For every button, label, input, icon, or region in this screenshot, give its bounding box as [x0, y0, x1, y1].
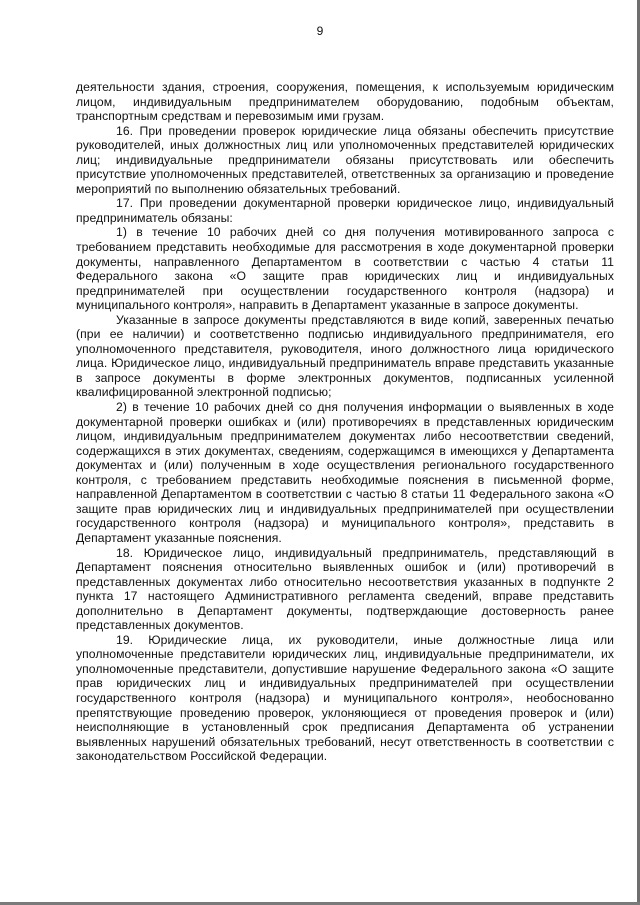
paragraph-16: 16. При проведении проверок юридические лица обязаны обеспечить присутствие руководителей, иных должностных лиц или уполномоченных представителей юридических лиц; индивидуальные предприниматели обязаны присутствовать или обеспечить присутствие уполномоченных представителей, ответственных за организацию и проведение мероприятий по выполнению обязательных требований. — [76, 123, 614, 196]
paragraph-continuation: деятельности здания, строения, сооружения, помещения, к используемым юридическим лицом, индивидуальным предпринимателем оборудованию, подобным объектам, транспортным средствам и перевозимым ими грузам. — [76, 80, 614, 124]
paragraph-17-item-1: 1) в течение 10 рабочих дней со дня получения мотивированного запроса с требованием представить необходимые для рассмотрения в ходе документарной проверки документы, направленного Департаментом в соответствии с частью 4 статьи 11 Федерального закона «О защите прав юридических лиц и индивидуальных предпринимателей при осуществлении государственного контроля (надзора) и муниципального контроля», направить в Департамент указанные в запросе документы. — [76, 225, 614, 313]
document-body — [76, 80, 614, 764]
paragraph-19: 19. Юридические лица, их руководители, иные должностные лица или уполномоченные представители юридических лиц, индивидуальные предприниматели, их уполномоченные представители, допустившие нарушение Федерального закона «О защите прав юридических лиц и индивидуальных предпринимателей при осуществлении государственного контроля (надзора) и муниципального контроля», необоснованно препятствующие проведению проверок, уклоняющиеся от проведения проверок и (или) неисполняющие в установленный срок предписания Департамента об устранении выявленных нарушений обязательных требований, несут ответственность в соответствии с законодательством Российской Федерации. — [76, 632, 614, 764]
paragraph-17-item-2: 2) в течение 10 рабочих дней со дня получения информации о выявленных в ходе документарной проверки ошибках и (или) противоречиях в представленных юридическим лицом, индивидуальным предпринимателем документах либо несоответствии сведений, содержащихся в этих документах, сведениям, содержащимся в имеющихся у Департамента документах и (или) полученным в ходе осуществления регионального государственного контроля, с требованием представить необходимые пояснения в письменной форме, направленной Департаментом в соответствии с частью 8 статьи 11 Федерального закона «О защите прав юридических лиц и индивидуальных предпринимателей при осуществлении государственного контроля (надзора) и муниципального контроля», представить в Департамент указанные пояснения. — [76, 400, 614, 545]
paragraph-18: 18. Юридическое лицо, индивидуальный предприниматель, представляющий в Департамент пояснения относительно выявленных ошибок и (или) противоречий в представленных документах либо относительно несоответствия указанных в подпункте 2 пункта 17 настоящего Административного регламента сведений, вправе представить дополнительно в Департамент документы, подтверждающие достоверность ранее представленных документов. — [76, 545, 614, 633]
page-number: 9 — [316, 24, 324, 38]
paragraph-17: 17. При проведении документарной проверки юридическое лицо, индивидуальный предприниматель обязаны: — [76, 196, 614, 225]
paragraph-17-item-1-note: Указанные в запросе документы представляются в виде копий, заверенных печатью (при ее наличии) и соответственно подписью индивидуального предпринимателя, его уполномоченного представителя, руководителя, иного должностного лица юридического лица. Юридическое лицо, индивидуальный предприниматель вправе представить указанные в запросе документы в форме электронных документов, подписанных усиленной квалифицированной электронной подписью; — [76, 312, 614, 400]
